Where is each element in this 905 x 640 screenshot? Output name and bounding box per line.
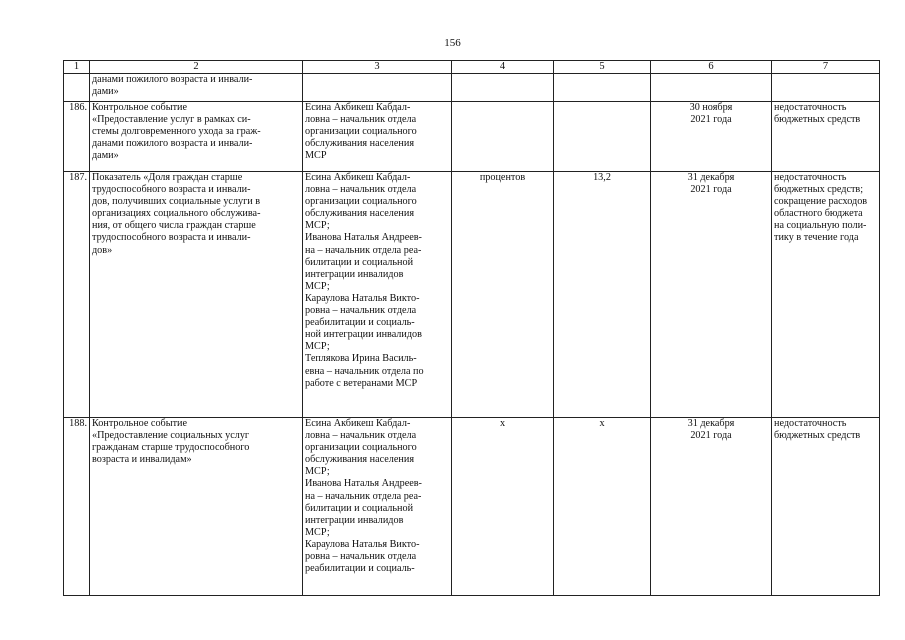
- responsible-cell: Есина Акбикеш Кабдал- ловна – начальник отдела организации социального обслуживания населения МСР: [303, 102, 452, 172]
- table-row: [64, 102, 880, 172]
- risk-cell: недостаточность бюджетных средств: [772, 102, 880, 172]
- event-cell: Контрольное событие «Предоставление социальных услуг гражданам старше трудоспособного возраста и инвалидам»: [90, 418, 303, 596]
- responsible-cell: [303, 74, 452, 102]
- date-cell: 31 декабря 2021 года: [651, 172, 772, 418]
- unit-cell: [452, 102, 554, 172]
- table-row: [64, 418, 880, 596]
- header-cell: 5: [554, 61, 651, 74]
- value-cell: [554, 74, 651, 102]
- header-row: [64, 61, 880, 74]
- responsible-cell: Есина Акбикеш Кабдал- ловна – начальник отдела организации социального обслуживания населения МСР; Иванова Наталья Андреев- на – начальник отдела реа- билитации и социальной интеграции инвалидов МСР; Караулова Наталья Викто- ровна – начальник отдела реабилитации и социаль-: [303, 418, 452, 596]
- indicator-cell: Показатель «Доля граждан старше трудоспособного возраста и инвали- дов, получивших социальные услуги в организациях социального обслужива- ния, от общего числа граждан старше трудоспособного возраста и инвали- дов»: [90, 172, 303, 418]
- value-cell: [554, 102, 651, 172]
- risk-cell: недостаточность бюджетных средств; сокращение расходов областного бюджета на социальную поли- тику в течение года: [772, 172, 880, 418]
- date-cell: [651, 74, 772, 102]
- num-cell: [64, 74, 90, 102]
- responsible-cell: Есина Акбикеш Кабдал- ловна – начальник отдела организации социального обслуживания населения МСР; Иванова Наталья Андреев- на – начальник отдела реа- билитации и социальной интеграции инвалидов МСР; Караулова Наталья Викто- ровна – начальник отдела реабилитации и социаль- ной интеграции инвалидов МСР; Теплякова Ирина Василь- евна – начальник отдела по работе с ветеранами МСР: [303, 172, 452, 418]
- row-number: 187.: [64, 172, 90, 418]
- header-cell: 1: [64, 61, 90, 74]
- value-cell: х: [554, 418, 651, 596]
- risk-cell: [772, 74, 880, 102]
- header-cell: 2: [90, 61, 303, 74]
- unit-cell: процентов: [452, 172, 554, 418]
- row-number: 186.: [64, 102, 90, 172]
- header-cell: 3: [303, 61, 452, 74]
- header-cell: 4: [452, 61, 554, 74]
- table-row: [64, 172, 880, 418]
- event-cell: данами пожилого возраста и инвали- дами»: [90, 74, 303, 102]
- header-cell: 7: [772, 61, 880, 74]
- date-cell: 30 ноября 2021 года: [651, 102, 772, 172]
- header-cell: 6: [651, 61, 772, 74]
- table-row-continued: [64, 74, 880, 102]
- row-number: 188.: [64, 418, 90, 596]
- plan-table: [63, 60, 880, 596]
- page-number: 156: [444, 37, 461, 49]
- unit-cell: [452, 74, 554, 102]
- risk-cell: недостаточность бюджетных средств: [772, 418, 880, 596]
- date-cell: 31 декабря 2021 года: [651, 418, 772, 596]
- event-cell: Контрольное событие «Предоставление услуг в рамках си- стемы долговременного ухода за граж- данами пожилого возраста и инвали- дами»: [90, 102, 303, 172]
- unit-cell: х: [452, 418, 554, 596]
- value-cell: 13,2: [554, 172, 651, 418]
